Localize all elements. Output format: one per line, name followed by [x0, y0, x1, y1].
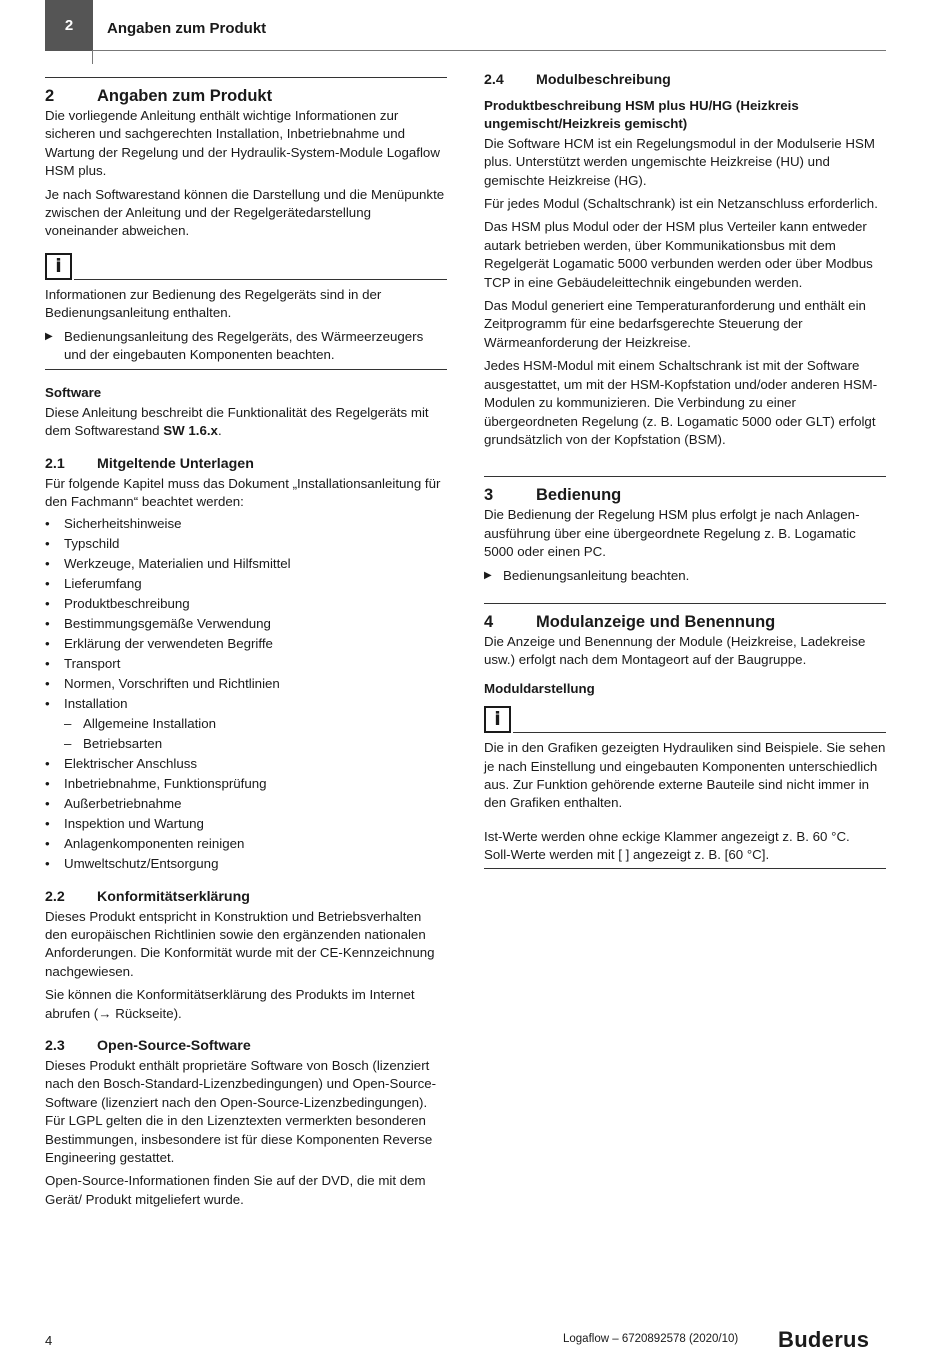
paragraph: Dieses Produkt entspricht in Konstruktion und Betriebsverhalten den europäischen Richtlinien sowie den ergänzenden nationalen Anforderungen. Die Konformität wurde mit der CE-Kennzeichnung nachgewiesen. [45, 908, 435, 979]
arrow-right-icon: ▶ [45, 330, 53, 342]
section-2 [45, 77, 447, 241]
action-text: Bedienungsanleitung beachten. [503, 567, 690, 583]
module-display-label: Moduldarstellung [484, 680, 595, 696]
list-item [45, 754, 447, 774]
list-item-text: Elektrischer Anschluss [64, 755, 198, 771]
subsection-heading-2-3 [45, 1036, 447, 1056]
list-item-text: Sicherheitshinweise [64, 515, 182, 531]
section-number: 3 [484, 486, 494, 505]
list-item [45, 814, 447, 834]
info-rule [74, 279, 447, 280]
paragraph: Die Anzeige und Benennung der Module (Heizkreise, Ladekreise usw.) erfolgt nach dem Montageort auf der Baugruppe. [484, 633, 866, 668]
spacer [484, 818, 886, 828]
left-column [45, 77, 447, 1214]
header-rule-tick [92, 50, 93, 64]
list-item [45, 514, 447, 534]
bullet-marker: • [45, 815, 50, 831]
paragraph: Für folgende Kapitel muss das Dokument „Installationsanleitung für den Fachmann“ beachtet werden: [45, 475, 441, 510]
list-item [45, 674, 447, 694]
paragraph: Die Bedienung der Regelung HSM plus erfolgt je nach Anlagenausführung über eine übergeordnete Regelung z. B. Logamatic 5000 oder einen PC. [484, 507, 860, 560]
subsection-title: Konformitätserklärung [97, 888, 250, 905]
subsection-heading-2-4 [484, 70, 886, 90]
software-text-end: . [217, 423, 222, 439]
list-item-text: Transport [64, 655, 121, 671]
list-item [45, 634, 447, 654]
bullet-marker: • [45, 635, 50, 651]
info-text: Die in den Grafiken gezeigten Hydrauliken sind Beispiele. Sie sehen je nach Einstellung und eingebauten Komponenten unterschiedlich aus. Zur Funktion gehörende externe Bauteile sind nicht immer in den Grafiken enthalten. [484, 740, 886, 811]
subsection-number: 2.4 [484, 72, 504, 88]
list-item-text: Inspektion und Wartung [64, 815, 204, 831]
ist-values-text: Ist-Werte werden ohne eckige Klammer angezeigt z. B. 60 °C. [484, 828, 850, 844]
list-item-text: Typschild [64, 535, 120, 551]
bullet-marker: • [45, 575, 50, 591]
running-header-title: Angaben zum Produkt [107, 20, 267, 37]
bullet-marker: • [45, 655, 50, 671]
info-notice-header [45, 253, 447, 280]
page-number: 4 [45, 1333, 53, 1348]
info-end-rule [45, 369, 447, 370]
header-rule [93, 50, 886, 51]
product-description-label: Produktbeschreibung HSM plus HU/HG (Heizkreis ungemischt/Heizkreis gemischt) [484, 98, 799, 132]
list-item-text: Umweltschutz/Entsorgung [64, 855, 219, 871]
bullet-marker: • [45, 675, 50, 691]
list-item-text: Werkzeuge, Materialien und Hilfsmittel [64, 555, 291, 571]
software-version: SW 1.6.x [163, 423, 218, 439]
list-item [45, 714, 447, 734]
section-4 [484, 603, 886, 869]
bullet-marker: • [45, 615, 50, 631]
info-end-rule [484, 868, 886, 869]
section-title: Bedienung [536, 486, 622, 505]
list-item [45, 554, 447, 574]
section-title: Angaben zum Produkt [97, 87, 273, 105]
subsection-heading-2-1 [45, 454, 447, 474]
bullet-marker: • [45, 795, 50, 811]
paragraph: Dieses Produkt enthält proprietäre Software von Bosch (lizenziert nach den Bosch-Standard-Lizenzbedingungen) und Open-Source-Software (lizenziert nach den Open-Source-Lizenzbedingungen). Für LGPL gelten die in den Lizenztexten vermerkten besonderen Bestimmungen, insbesondere ist für diese Komponenten Reverse Engineering gestattet. [45, 1057, 437, 1165]
software-label: Software [45, 385, 102, 401]
list-item [45, 574, 447, 594]
subsection-title: Mitgeltende Unterlagen [97, 455, 254, 472]
subsection-number: 2.3 [45, 1037, 65, 1054]
arrow-right-icon: ▶ [484, 569, 492, 581]
bullet-marker: • [45, 535, 50, 551]
list-item-text: Erklärung der verwendeten Begriffe [64, 635, 273, 651]
section-number: 4 [484, 612, 494, 631]
document-chapter-list [45, 514, 447, 874]
list-item [45, 734, 447, 754]
list-item [45, 654, 447, 674]
software-text [45, 404, 447, 441]
paragraph: Je nach Softwarestand können die Darstellung und die Menüpunkte zwischen der Anleitung und der Regelgerätedarstellung voneinander abweichen. [45, 186, 445, 239]
list-item-text: Außerbetriebnahme [64, 795, 182, 811]
section-3 [484, 476, 886, 585]
dash-marker: – [64, 735, 72, 751]
info-text: Informationen zur Bedienung des Regelgeräts sind in der Bedienungsanleitung enthalten. [45, 286, 382, 321]
subsection-heading-2-2 [45, 887, 447, 907]
list-item [45, 854, 447, 874]
bullet-marker: • [45, 775, 50, 791]
section-title: Modulanzeige und Benennung [536, 612, 776, 631]
bullet-marker: • [45, 515, 50, 531]
buderus-logo: Buderus [778, 1327, 870, 1352]
section-number: 2 [45, 87, 55, 105]
document-reference: Logaflow – 6720892578 (2020/10) [563, 1333, 739, 1345]
list-item-text: Bestimmungsgemäße Verwendung [64, 615, 271, 631]
bullet-marker: • [45, 555, 50, 571]
paragraph: Das Modul generiert eine Temperaturanforderung und enthält ein Zeitprogramm für eine bedarfsgerechte Steuerung der Wärmeanforderung der Heizkreise. [484, 298, 866, 350]
bullet-marker: • [45, 855, 50, 871]
soll-values-text: Soll-Werte werden mit [ ] angezeigt z. B. [60 °C]. [484, 847, 770, 863]
action-step [45, 328, 447, 365]
list-item-text: Allgemeine Installation [83, 715, 217, 731]
info-icon: i [45, 253, 72, 280]
section-heading [45, 78, 447, 107]
paragraph: Jedes HSM-Modul mit einem Schaltschrank ist mit der Software ausgestattet, um mit der HSM-Kopfstation und/oder anderen HSM-Modulen zu kommunizieren. Die Verbindung zu einer übergeordneten Regelung (z. B. Logamatic 5000 oder GLT) erfolgt grundsätzlich von der Kopfstation (BSM). [484, 358, 878, 447]
subsection-number: 2.2 [45, 888, 65, 905]
list-item-text: Betriebsarten [83, 735, 163, 751]
subsection-title: Open-Source-Software [97, 1037, 251, 1054]
info-icon: i [484, 706, 511, 733]
paragraph: Die Software HCM ist ein Regelungsmodul in der Modulserie HSM plus. Unterstützt werden ungemischte Heizkreise (HU) und gemischte Heizkreise (HG). [484, 135, 875, 188]
paragraph: Die vorliegende Anleitung enthält wichtige Informationen zur sicheren und sachgerechten Installation, Inbetriebnahme und Wartung der Regelung und der Hydraulik-System-Module Logaflow HSM plus. [45, 108, 440, 179]
bullet-marker: • [45, 755, 50, 771]
software-text-body: Diese Anleitung beschreibt die Funktionalität des Regelgeräts mit dem Softwarestand [45, 404, 429, 439]
bullet-marker: • [45, 595, 50, 611]
list-item-text: Inbetriebnahme, Funktionsprüfung [64, 775, 267, 791]
bullet-marker: • [45, 695, 50, 711]
subsection-number: 2.1 [45, 455, 65, 472]
list-item-text: Produktbeschreibung [64, 595, 190, 611]
right-column [484, 72, 886, 883]
chapter-number-box: 2 [45, 0, 93, 51]
action-text: Bedienungsanleitung des Regelgeräts, des Wärmeerzeugers und der eingebauten Komponenten beachten. [64, 328, 424, 363]
list-item [45, 794, 447, 814]
info-notice-header [484, 706, 886, 733]
list-item [45, 534, 447, 554]
list-item-text: Lieferumfang [64, 575, 142, 591]
paragraph: Sie können die Konformitätserklärung des Produkts im Internet abrufen (→ Rückseite). [45, 987, 415, 1021]
action-step [484, 567, 886, 585]
section-heading [484, 477, 886, 506]
list-item-text: Installation [64, 695, 128, 711]
list-item [45, 834, 447, 854]
list-item-text: Normen, Vorschriften und Richtlinien [64, 675, 280, 691]
list-item [45, 694, 447, 714]
dash-marker: – [64, 715, 72, 731]
bullet-marker: • [45, 835, 50, 851]
list-item [45, 614, 447, 634]
list-item-text: Anlagenkomponenten reinigen [64, 835, 245, 851]
paragraph: Das HSM plus Modul oder der HSM plus Verteiler kann entweder autark betrieben werden, über Kommunikationsbus mit dem Regelgerät Logamatic 5000 verbunden werden oder über Modbus TCP in eine Gebäudeleittechnik eingebunden werden. [484, 219, 873, 290]
list-item [45, 594, 447, 614]
info-rule [513, 732, 886, 733]
paragraph: Open-Source-Informationen finden Sie auf der DVD, die mit dem Gerät/ Produkt mitgeliefert wurde. [45, 1173, 426, 1207]
paragraph: Für jedes Modul (Schaltschrank) ist ein Netzanschluss erforderlich. [484, 196, 878, 212]
section-heading [484, 604, 886, 633]
list-item [45, 774, 447, 794]
subsection-title: Modulbeschreibung [536, 72, 671, 88]
